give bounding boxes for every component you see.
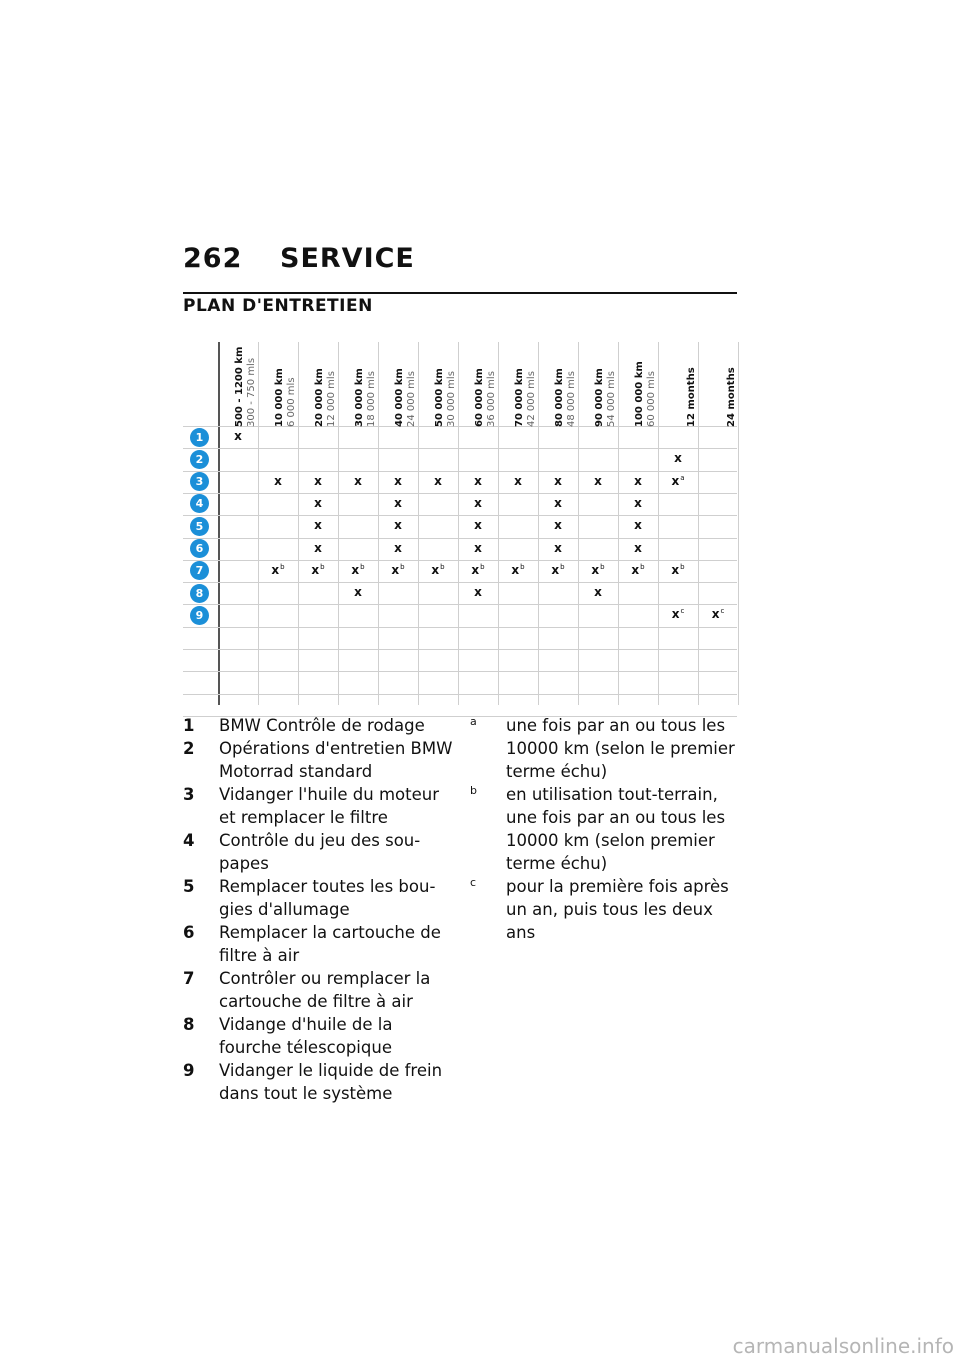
legend-text: Opérations d'entretien BMW Motorrad standard xyxy=(219,739,453,781)
watermark: carmanualsonline.info xyxy=(732,1334,954,1358)
schedule-mark: x xyxy=(594,474,602,488)
column-header-km: 70 000 km xyxy=(514,368,525,427)
schedule-mark: x xyxy=(514,474,522,488)
schedule-mark: x xyxy=(474,518,482,532)
column-header xyxy=(378,347,418,427)
schedule-mark: x xyxy=(474,585,482,599)
grid-horizontal-line xyxy=(183,538,737,539)
column-header-label xyxy=(514,347,538,427)
column-header xyxy=(338,347,378,427)
legend-list xyxy=(183,714,453,1105)
footnote-text: pour la première fois après un an, puis tous les deux ans xyxy=(506,877,729,942)
grid-horizontal-line xyxy=(183,560,737,561)
column-header-km: 60 000 km xyxy=(474,368,485,427)
schedule-mark: $x^b$ xyxy=(431,563,445,577)
column-header-label xyxy=(394,347,418,427)
footnote-letter: a xyxy=(470,715,477,728)
column-header xyxy=(618,347,658,427)
grid-horizontal-line xyxy=(183,448,737,449)
row-number-badge: 5 xyxy=(190,517,209,536)
column-header-label xyxy=(354,347,378,427)
legend-item xyxy=(183,921,453,967)
footnote-ref: b xyxy=(320,563,325,571)
column-header xyxy=(418,347,458,427)
schedule-mark: x xyxy=(434,474,442,488)
column-header-mls: 12 000 mls xyxy=(326,371,337,427)
column-header-label xyxy=(314,347,338,427)
legend-number: 4 xyxy=(183,831,195,850)
grid-horizontal-line xyxy=(183,515,737,516)
schedule-mark: x xyxy=(594,585,602,599)
column-header-mls: 54 000 mls xyxy=(606,371,617,427)
column-header-km: 12 months xyxy=(686,367,697,427)
legend-text: Vidanger l'huile du moteur et remplacer le filtre xyxy=(219,785,440,827)
column-header-label xyxy=(726,347,738,427)
footnote-ref: b xyxy=(640,563,645,571)
column-header xyxy=(658,347,698,427)
column-header-km: 30 000 km xyxy=(354,368,365,427)
column-header-mls: 30 000 mls xyxy=(446,371,457,427)
column-header-km: 40 000 km xyxy=(394,368,405,427)
grid-horizontal-line xyxy=(183,671,737,672)
grid-horizontal-line xyxy=(183,493,737,494)
schedule-mark: $x^b$ xyxy=(311,563,325,577)
legend-item xyxy=(183,1059,453,1105)
schedule-mark: $x^b$ xyxy=(391,563,405,577)
column-header-label xyxy=(234,347,258,427)
column-header xyxy=(538,347,578,427)
legend-number: 3 xyxy=(183,785,195,804)
legend-text: Vidange d'huile de la fourche télescopique xyxy=(219,1015,393,1057)
column-header-km: 80 000 km xyxy=(554,368,565,427)
legend-item xyxy=(183,1013,453,1059)
legend-number: 1 xyxy=(183,716,195,735)
schedule-mark: $x^b$ xyxy=(271,563,285,577)
row-number-badge: 9 xyxy=(190,606,209,625)
column-header-label xyxy=(594,347,618,427)
footnote-ref: b xyxy=(440,563,445,571)
schedule-mark: x xyxy=(474,496,482,510)
schedule-mark: x xyxy=(314,541,322,555)
legend-item xyxy=(183,783,453,829)
grid-horizontal-line xyxy=(183,471,737,472)
schedule-mark: x xyxy=(394,541,402,555)
footnote-letter: b xyxy=(470,784,477,797)
column-header-mls: 300 - 750 mls xyxy=(246,357,257,427)
footnotes-list xyxy=(470,714,736,944)
schedule-mark: x xyxy=(354,585,362,599)
legend-text: Remplacer toutes les bou-gies d'allumage xyxy=(219,877,436,919)
footnote-ref: b xyxy=(400,563,405,571)
legend-number: 7 xyxy=(183,969,195,988)
column-header-km: 20 000 km xyxy=(314,368,325,427)
column-header-label xyxy=(554,347,578,427)
schedule-mark: $x^b$ xyxy=(631,563,645,577)
schedule-mark: x xyxy=(554,496,562,510)
legend-text: Remplacer la cartouche de filtre à air xyxy=(219,923,441,965)
schedule-mark: $x^b$ xyxy=(671,563,685,577)
column-header-km: 24 months xyxy=(726,367,737,427)
schedule-mark: x xyxy=(634,496,642,510)
row-number-badge: 6 xyxy=(190,539,209,558)
footnote-ref: b xyxy=(280,563,285,571)
schedule-mark: $x^b$ xyxy=(551,563,565,577)
footnote-ref: b xyxy=(600,563,605,571)
footnote-text: en utilisation tout-terrain, une fois par an ou tous les 10000 km (selon premier terme échu) xyxy=(506,785,726,873)
column-header-km: 50 000 km xyxy=(434,368,445,427)
title-rule xyxy=(183,292,737,294)
schedule-mark: x xyxy=(554,541,562,555)
schedule-mark: x xyxy=(394,496,402,510)
legend-number: 8 xyxy=(183,1015,195,1034)
schedule-mark: $x^a$ xyxy=(671,474,685,488)
row-number-badge: 7 xyxy=(190,561,209,580)
schedule-mark: x xyxy=(634,518,642,532)
schedule-mark: x xyxy=(354,474,362,488)
column-header-label xyxy=(686,347,698,427)
subsection-title: PLAN D'ENTRETIEN xyxy=(183,296,373,316)
row-number-badge: 2 xyxy=(190,450,209,469)
legend-text: Contrôler ou remplacer la cartouche de filtre à air xyxy=(219,969,431,1011)
schedule-mark: x xyxy=(314,474,322,488)
legend-item xyxy=(183,829,453,875)
grid-vertical-line xyxy=(738,342,739,705)
schedule-mark: x xyxy=(634,474,642,488)
legend-item xyxy=(183,714,453,737)
schedule-mark: x xyxy=(674,451,682,465)
schedule-mark: x xyxy=(234,429,242,443)
column-header-label xyxy=(474,347,498,427)
schedule-mark: x xyxy=(474,474,482,488)
grid-horizontal-line xyxy=(183,649,737,650)
column-header-km: 500 - 1200 km xyxy=(234,346,245,427)
schedule-mark: x xyxy=(554,518,562,532)
footnote-ref: b xyxy=(360,563,365,571)
legend-item xyxy=(183,737,453,783)
section-title: SERVICE xyxy=(280,243,415,274)
column-header xyxy=(578,347,618,427)
schedule-mark: $x^c$ xyxy=(671,607,685,621)
column-header xyxy=(498,347,538,427)
schedule-mark: x xyxy=(554,474,562,488)
schedule-mark: x xyxy=(634,541,642,555)
schedule-mark: $x^b$ xyxy=(351,563,365,577)
footnote-ref: c xyxy=(720,607,725,615)
footnote-ref: b xyxy=(480,563,485,571)
grid-horizontal-line xyxy=(183,694,737,695)
legend-number: 5 xyxy=(183,877,195,896)
column-header-mls: 48 000 mls xyxy=(566,371,577,427)
footnote xyxy=(470,783,736,875)
schedule-mark: x xyxy=(274,474,282,488)
schedule-mark: $x^b$ xyxy=(471,563,485,577)
column-header-label xyxy=(434,347,458,427)
column-header-label xyxy=(274,347,298,427)
row-number-badge: 3 xyxy=(190,472,209,491)
row-number-badge: 1 xyxy=(190,428,209,447)
schedule-mark: x xyxy=(394,474,402,488)
row-number-badge: 8 xyxy=(190,584,209,603)
column-header-km: 100 000 km xyxy=(634,361,645,427)
column-header xyxy=(258,347,298,427)
schedule-mark: $x^b$ xyxy=(511,563,525,577)
schedule-mark: x xyxy=(394,518,402,532)
legend-number: 6 xyxy=(183,923,195,942)
footnote-ref: b xyxy=(680,563,685,571)
column-header xyxy=(298,347,338,427)
schedule-mark: $x^b$ xyxy=(591,563,605,577)
page-number: 262 xyxy=(183,243,243,274)
legend-number: 2 xyxy=(183,739,195,758)
schedule-mark: x xyxy=(314,496,322,510)
column-header-mls: 24 000 mls xyxy=(406,371,417,427)
column-header-km: 10 000 km xyxy=(274,368,285,427)
footnote-letter: c xyxy=(470,876,477,889)
footnote-ref: c xyxy=(680,607,685,615)
column-header-mls: 18 000 mls xyxy=(366,371,377,427)
column-header-mls: 42 000 mls xyxy=(526,371,537,427)
footnote-ref: a xyxy=(680,474,685,482)
column-header xyxy=(458,347,498,427)
grid-horizontal-line xyxy=(183,604,737,605)
column-header-km: 90 000 km xyxy=(594,368,605,427)
legend-text: Vidanger le liquide de frein dans tout le système xyxy=(219,1061,443,1103)
column-header-mls: 60 000 mls xyxy=(646,371,657,427)
footnote xyxy=(470,875,736,944)
column-header xyxy=(218,347,258,427)
column-header xyxy=(698,347,738,427)
legend-text: Contrôle du jeu des sou-papes xyxy=(219,831,421,873)
grid-horizontal-line xyxy=(183,627,737,628)
column-header-label xyxy=(634,347,658,427)
column-header-mls: 6 000 mls xyxy=(286,377,297,427)
footnote-text: une fois par an ou tous les 10000 km (selon le premier terme échu) xyxy=(506,716,735,781)
legend-text: BMW Contrôle de rodage xyxy=(219,716,425,735)
legend-item xyxy=(183,875,453,921)
legend-number: 9 xyxy=(183,1061,195,1080)
footnote-ref: b xyxy=(560,563,565,571)
grid-horizontal-line xyxy=(183,582,737,583)
legend-item xyxy=(183,967,453,1013)
footnote-ref: b xyxy=(520,563,525,571)
column-header-mls: 36 000 mls xyxy=(486,371,497,427)
schedule-mark: x xyxy=(474,541,482,555)
footnote xyxy=(470,714,736,783)
schedule-mark: x xyxy=(314,518,322,532)
schedule-mark: $x^c$ xyxy=(711,607,725,621)
row-number-badge: 4 xyxy=(190,494,209,513)
